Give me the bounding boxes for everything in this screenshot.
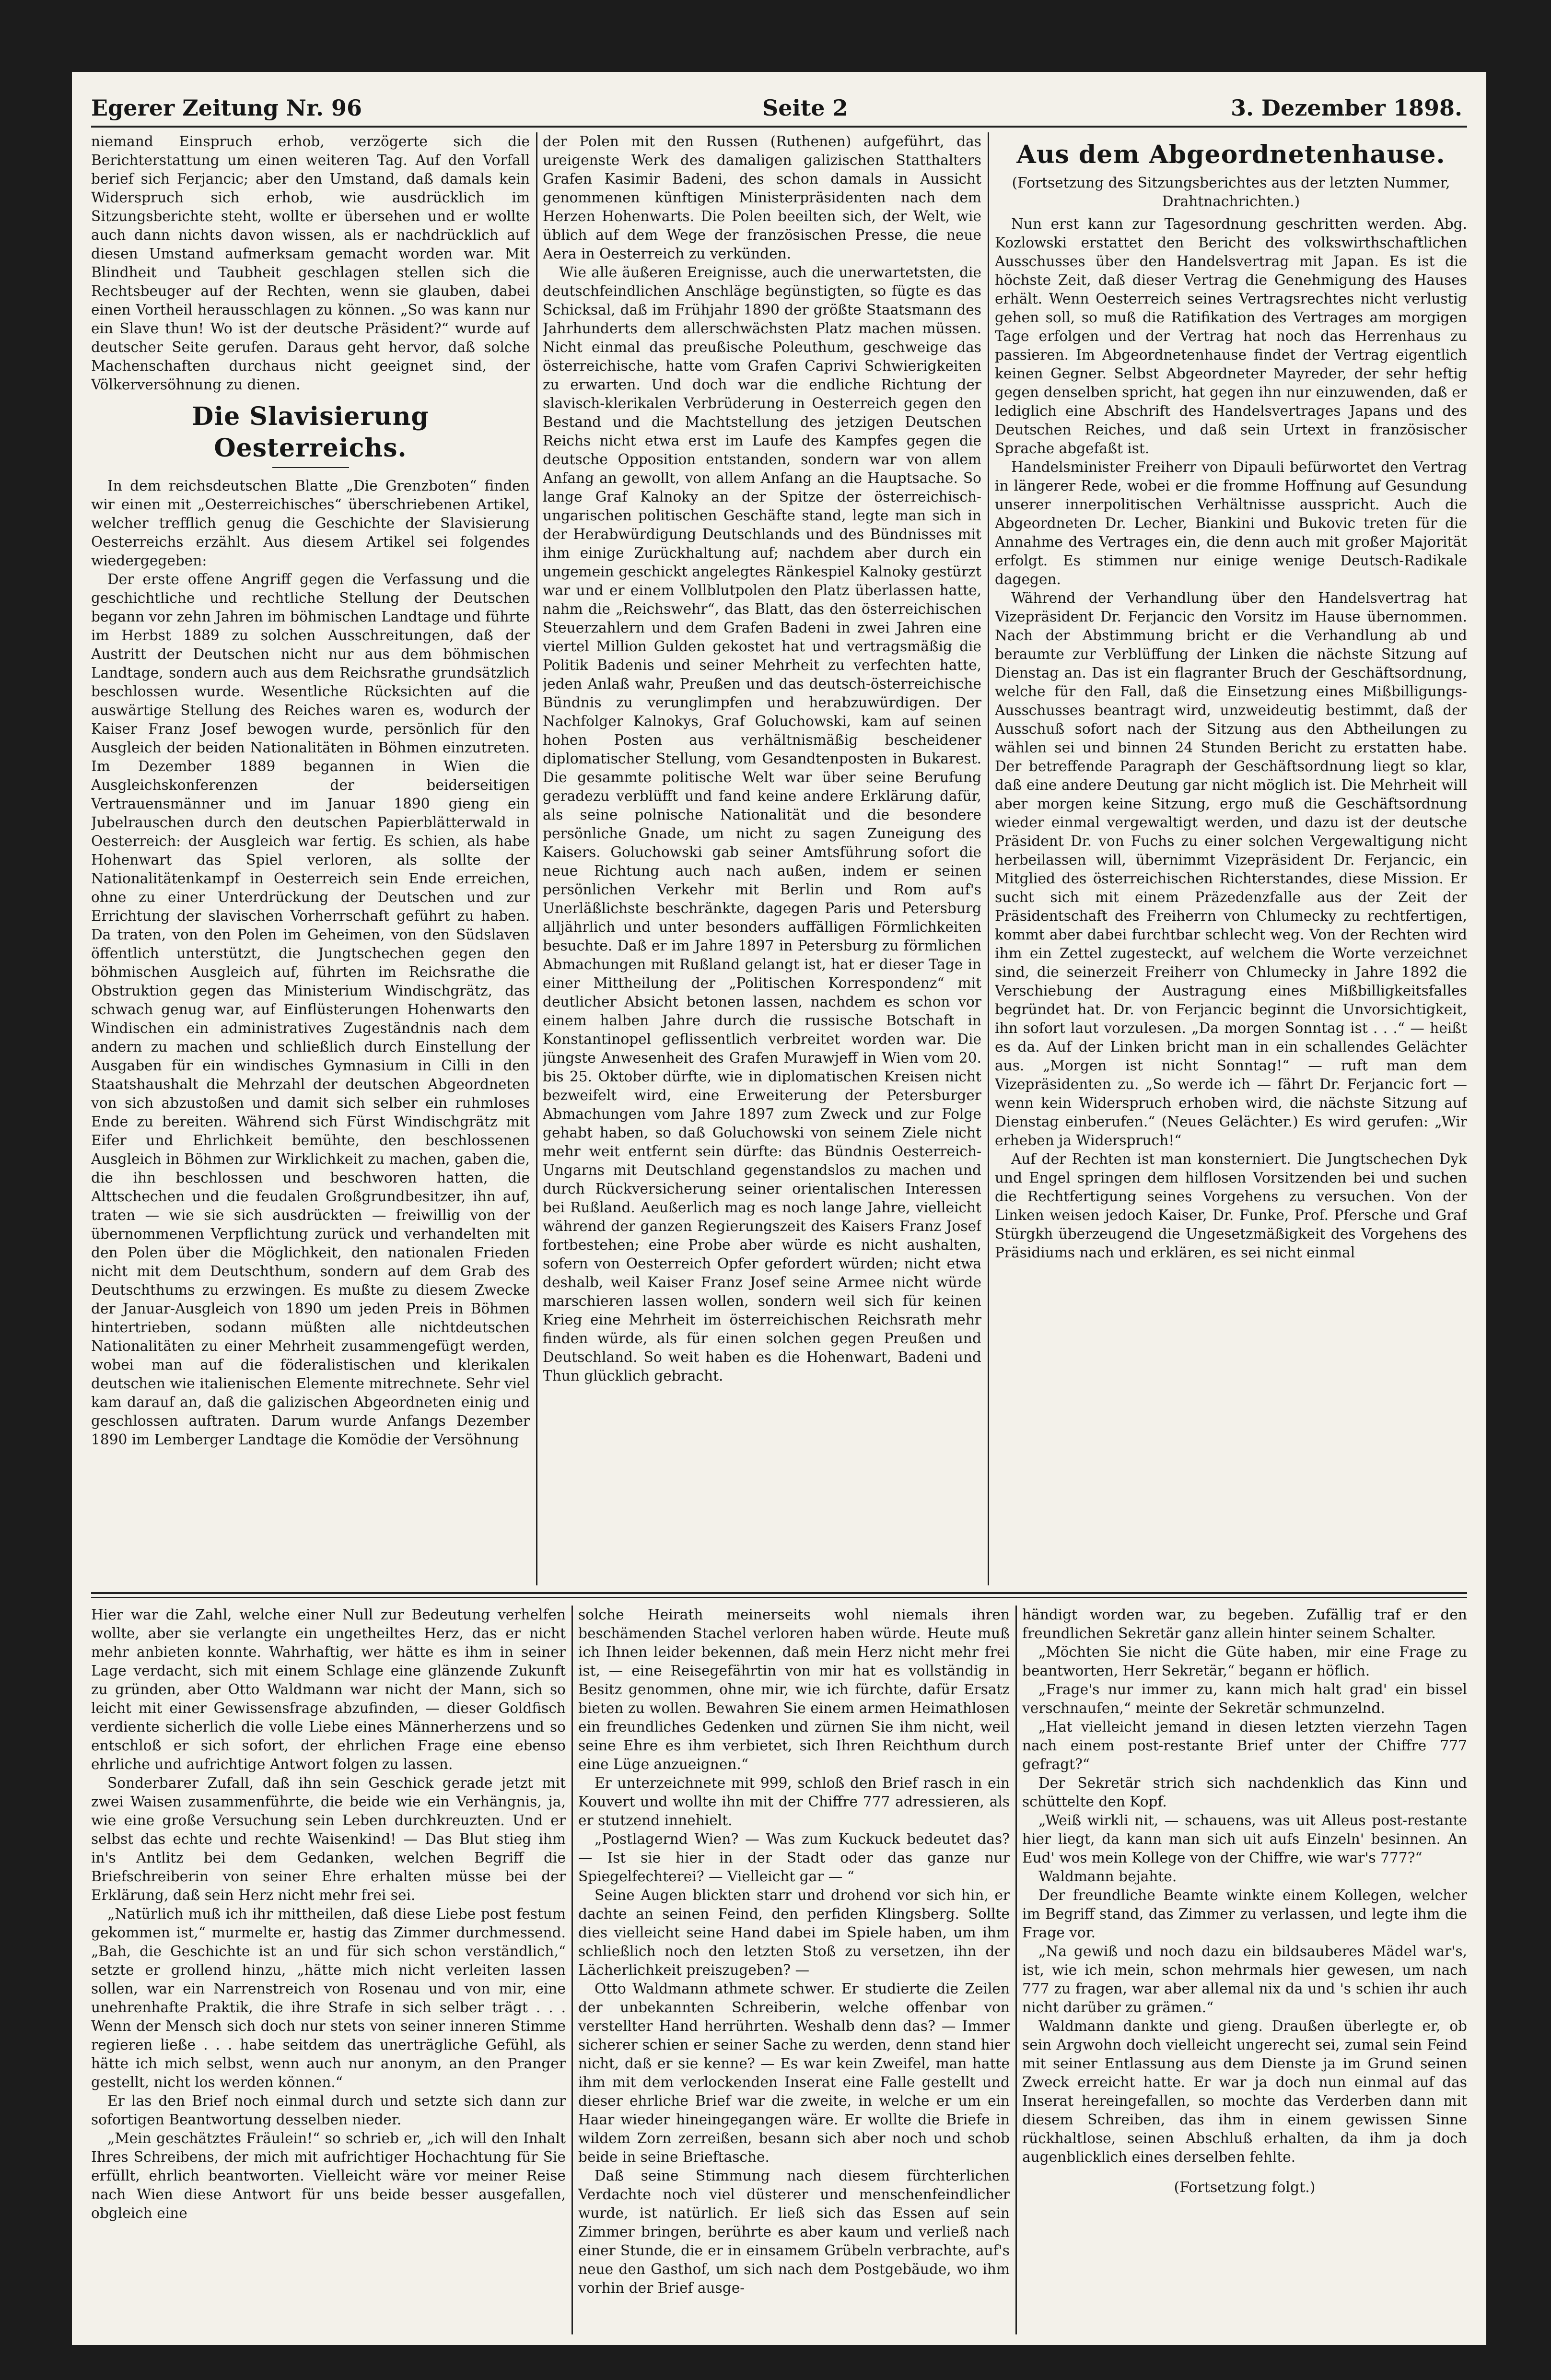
page-header	[91, 84, 1467, 128]
paragraph: niemand Einspruch erhob, verzögerte sich die Berichterstattung um einen weiteren Tag. Auf den Vorfall berief sich Ferjancic; aber den Umstand, daß damals kein Widerspruch sich erhob, wie ausdrücklich im Sitzungsberichte steht, wollte er übersehen und er wollte auch dann nichts davon wissen, als er nachdrücklich auf diesen Umstand aufmerksam gemacht worden war. Mit Blindheit und Taubheit geschlagen stellen sich die Rechtsbeuger auf der Rechten, wenn sie glauben, dabei einen Vortheil herausschlagen zu können. „So was kann nur ein Slave thun! Wo ist der deutsche Präsident?“ wurde auf deutscher Seite gerufen. Daraus geht hervor, daß solche Machenschaften durchaus nicht geeignet sind, der Völkerversöhnung zu dienen.	[91, 133, 530, 393]
header-rule	[91, 126, 1467, 128]
paragraph: „Na gewiß und noch dazu ein bildsauberes Mädel war's, ist, wie ich mein, schon mehrmals hier gewesen, um nach 777 zu fragen, war aber allemal nix da und 's schien ihr auch nicht darüber zu grämen.“	[1022, 1943, 1467, 2016]
paragraph: Der freundliche Beamte winkte einem Kollegen, welcher im Begriff stand, das Zimmer zu verlassen, und legte ihm die Frage vor.	[1022, 1887, 1467, 1941]
paragraph: Sonderbarer Zufall, daß ihn sein Geschick gerade jetzt mit zwei Waisen zusammenführte, die beide wie ein Verhängnis, ja, wie eine große Versuchung sein Leben durchkreuzten. Und er selbst das echte und rechte Waisenkind! — Das Blut stieg ihm in's Antlitz bei dem Gedanken, welchen Begriff die Briefschreiberin von seiner Ehre erhalten müsse bei der Erklärung, daß sein Herz nicht mehr frei sei.	[91, 1775, 566, 1903]
column-divider	[571, 1606, 573, 2334]
column-divider	[536, 132, 537, 1585]
newspaper-page	[72, 72, 1486, 2345]
paragraph: händigt worden war, zu begeben. Zufällig traf er den freundlichen Sekretär ganz allein hinter seinem Schalter.	[1022, 1606, 1467, 1641]
paragraph: In dem reichsdeutschen Blatte „Die Grenzboten“ finden wir einen mit „Oesterreichisches“ überschriebenen Artikel, welcher trefflich genug die Geschichte der Slavisierung Oesterreichs erzählt. Aus diesem Artikel sei folgendes wiedergegeben:	[91, 478, 530, 569]
title-rule	[272, 467, 349, 468]
paragraph: Waldmann bejahte.	[1038, 1868, 1177, 1885]
paragraph: Während der Verhandlung über den Handelsvertrag hat Vizepräsident Dr. Ferjancic den Vorsitz im Hause übernommen. Nach der Abstimmung bricht er die Verhandlung ab und beraumte zur Verblüffung der Linken die nächste Sitzung auf Dienstag an. Das ist ein flagranter Bruch der Geschäftsordnung, welche für den Fall, daß die Einsetzung eines Mißbilligungs-Ausschusses beantragt wird, unzweideutig bestimmt, daß der Ausschuß sofort nach der Sitzung aus den Abtheilungen zu wählen sei und binnen 24 Stunden Bericht zu erstatten habe. Der betreffende Paragraph der Geschäftsordnung liegt so klar, daß eine andere Deutung gar nicht möglich ist. Die Mehrheit will aber morgen keine Sitzung, ergo muß die Geschäftsordnung wieder einmal vergewaltigt werden, und dazu ist der deutsche Präsident Dr. von Fuchs zu einer solchen Vergewaltigung nicht herbeilassen will, übernimmt Vizepräsident Dr. Ferjancic, ein Mitglied des österreichischen Richterstandes, diese Mission. Er sucht sich mit einem Präzedenzfalle aus der Zeit der Präsidentschaft des Freiherrn von Chlumecky zu rechtfertigen, kommt aber dabei furchtbar schlecht weg. Von der Rechten wird ihm ein Zettel zugesteckt, auf welchem die Worte verzeichnet sind, die seinerzeit Freiherr von Chlumecky in Jahre 1892 die Verschiebung der Austragung eines Mißbilligkeitsfalles begründet hat. Dr. von Ferjancic beginnt die Unvorsichtigkeit, ihn sofort laut vorzulesen. „Da morgen Sonntag ist . . .“ — heißt es da. Auf der Linken bricht man in ein schallendes Gelächter aus. „Morgen ist nicht Sonntag!“ — ruft man dem Vizepräsidenten zu. „So werde ich — fährt Dr. Ferjancic fort — wenn kein Widerspruch erhoben wird, die nächste Sitzung auf Dienstag einberufen.“ (Neues Gelächter.) Es wird gerufen: „Wir erheben ja Widerspruch!“	[995, 590, 1467, 1149]
paragraph: „Möchten Sie nicht die Güte haben, mir eine Frage zu beantworten, Herr Sekretär,“ begann er höflich.	[1022, 1644, 1467, 1679]
column-2	[543, 132, 981, 1585]
paragraph: „Postlagernd Wien? — Was zum Kuckuck bedeutet das? — Ist sie hier in der Stadt oder das ganze nur Spiegelfechterei? — Vielleicht gar — “	[578, 1831, 1010, 1885]
paragraph: „Mein geschätztes Fräulein!“ so schrieb er, „ich will den Inhalt Ihres Schreibens, der mich mit aufrichtiger Hochachtung für Sie erfüllt, ehrlich beantworten. Vielleicht wäre vor meiner Reise nach Wien diese Antwort für uns beide besser ausgefallen, obgleich eine	[91, 2130, 566, 2221]
paragraph: Auf der Rechten ist man konsterniert. Die Jungtschechen Dyk und Engel springen dem hilflosen Vorsitzenden bei und suchen die Rechtfertigung seines Vorgehens zu versuchen. Von der Linken weisen jedoch Kaiser, Dr. Funke, Prof. Pfersche und Graf Stürgkh überzeugend die Ungesetzmäßigkeit des Vorgehens des Präsidiums nach und erklären, es sei nicht einmal	[995, 1151, 1467, 1261]
column-divider	[988, 132, 989, 1585]
column-1	[91, 132, 530, 1585]
paragraph: Der Sekretär strich sich nachdenklich das Kinn und schüttelte den Kopf.	[1022, 1775, 1467, 1810]
paragraph: Seine Augen blickten starr und drohend vor sich hin, er dachte an seinen Feind, den perfiden Klingsberg. Sollte dies vielleicht seine Hand dabei im Spiele haben, um ihm schließlich noch den letzten Stoß zu versetzen, ihn der Lächerlichkeit preiszugeben? —	[578, 1887, 1010, 1978]
paragraph: Waldmann dankte und gieng. Draußen überlegte er, ob sein Argwohn doch vielleicht ungerecht sei, zumal sein Feind mit seiner Entlassung aus dem Dienste ja im Grund seinen Zweck erreicht hatte. Er war ja doch nun einmal auf das Inserat hereingefallen, so mochte das Verderben dann mit diesem Schreiben, das ihm in einem gewissen Sinne rückhaltlose, seinen Abschluß erhalten, da ihm ja doch augenblicklich eines derselben fehlte.	[1022, 2018, 1467, 2165]
article-title-abgeordnetenhaus: Aus dem Abgeordnetenhause.	[1016, 140, 1446, 169]
paragraph: „Natürlich muß ich ihr mittheilen, daß diese Liebe post festum gekommen ist,“ murmelte er, hastig das Zimmer durchmessend. „Bah, die Geschichte ist an und für sich schon verständlich,“ setzte er grollend hinzu, „hätte mich nicht verleiten lassen sollen, war ein Narrenstreich von Rosenau und von mir, eine unehrenhafte Praktik, die ihre Strafe in sich selber trägt . . . Wenn der Mensch sich doch nur stets von seiner inneren Stimme regieren ließe . . . habe seitdem das unerträgliche Gefühl, als hätte ich mich selbst, wenn auch nur anonym, an den Pranger gestellt, nicht los werden können.“	[91, 1906, 566, 2090]
article-subtitle: (Fortsetzung des Sitzungsberichtes aus der letzten Nummer, Drahtnachrichten.)	[1012, 175, 1450, 210]
paragraph: Der erste offene Angriff gegen die Verfassung und die geschichtliche und rechtliche Stellung der Deutschen begann vor zehn Jahren im böhmischen Landtage und führte im Herbst 1889 zu solchen Ausschreitungen, daß der Austritt der Deutschen nicht nur aus dem böhmischen Landtage, sondern auch aus dem Reichsrathe grundsätzlich beschlossen wurde. Wesentliche Rücksichten auf die auswärtige Stellung des Reiches waren es, wodurch der Kaiser Franz Josef bewogen wurde, persönlich für den Ausgleich der beiden Nationalitäten in Böhmen einzutreten. Im Dezember 1889 begannen in Wien die Ausgleichskonferenzen der beiderseitigen Vertrauensmänner und im Januar 1890 gieng ein Jubelrauschen durch den deutschen Papierblätterwald in Oesterreich: der Ausgleich war fertig. Es schien, als habe Hohenwart das Spiel verloren, als sollte der Nationalitätenkampf in Oesterreich sein Ende erreichen, ohne zu einer Unterdrückung der Deutschen und zur Errichtung der slavischen Vorherrschaft geführt zu haben. Da traten, von den Polen im Geheimen, von den Südslaven öffentlich unterstützt, die Jungtschechen gegen den böhmischen Ausgleich auf, führten im Reichsrathe die Obstruktion gegen das Ministerium Windischgrätz, das schwach genug war, auf Einflüsterungen Hohenwarts den Windischen ein administratives Zugeständnis nach dem andern zu machen und schließlich durch Einstellung der Ausgaben für ein windisches Gymnasium in Cilli in den Staatshaushalt die Mehrzahl der deutschen Abgeordneten von sich abzustoßen und damit sich selber ein ruhmloses Ende zu bereiten. Während sich Fürst Windischgrätz mit Eifer und Ehrlichkeit bemühte, den beschlossenen Ausgleich in Böhmen zur Wirklichkeit zu machen, gaben die, die ihn beschlossen und beschworen hatten, die Alttschechen und die feudalen Großgrundbesitzer, ihn auf, traten — wie sie sich ausdrückten — freiwillig von der übernommenen Verpflichtung zurück und verhandelten mit den Polen über die Möglichkeit, den nationalen Frieden nicht mit dem Deutschthum, sondern auf dem Grab des Deutschthums zu erzwingen. Es mußte zu diesem Zwecke der Januar-Ausgleich von 1890 um jeden Preis in Böhmen hintertrieben, sodann müßten alle nichtdeutschen Nationalitäten zu einer Mehrheit zusammengefügt werden, wobei man auf die föderalistischen und klerikalen deutschen wie italienischen Elemente mitrechnete. Sehr viel kam darauf an, daß die galizischen Abgeordneten einig und geschlossen auftraten. Darum wurde Anfangs Dezember 1890 im Lemberger Landtage die Komödie der Versöhnung	[91, 571, 530, 1448]
page-number: Seite 2	[762, 95, 848, 121]
paragraph: Daß seine Stimmung nach diesem fürchterlichen Verdachte noch viel düsterer und menschenfeindlicher wurde, ist natürlich. Er ließ sich das Essen auf sein Zimmer bringen, berührte es aber kaum und verließ nach einer Stunde, die er in einsamem Grübeln verbrachte, auf's neue den Gasthof, um sich nach dem Postgebäude, wo ihm vorhin der Brief ausge-	[578, 2168, 1010, 2296]
feuilleton-column-1	[91, 1606, 566, 2334]
paragraph: Wie alle äußeren Ereignisse, auch die unerwartetsten, die deutschfeindlichen Anschläge begünstigten, so fügte es das Schicksal, daß im Frühjahr 1890 der größte Staatsmann des Jahrhunderts dem allerschwächsten Platz machen müssen. Nicht einmal das preußische Poleuthum, geschweige das österreichische, hatte vom Grafen Caprivi Schwierigkeiten zu erwarten. Und doch war die endliche Richtung der slavisch-klerikalen Verbrüderung in Oesterreich gegen den Bestand und die Machtstellung des jetzigen Deutschen Reichs nicht etwa erst im Laufe des Kampfes gegen die deutsche Opposition entstanden, sondern war von allem Anfang an gewollt, von allem Anfang an die Hauptsache. So lange Graf Kalnoky an der Spitze der österreichisch-ungarischen politischen Geschäfte stand, legte man sich in der Herabwürdigung Deutschlands und des Bündnisses mit ihm einige Zurückhaltung auf; nachdem aber durch ein ungemein geschickt angelegtes Ränkespiel Kalnoky gestürzt war und er einem Vollblutpolen den Platz überlassen hatte, nahm die „Reichswehr“, das Blatt, das den österreichischen Steuerzahlern und dem Grafen Badeni in zwei Jahren eine viertel Million Gulden gekostet hat und vertragsmäßig die Politik Badenis und seiner Mehrheit zu verfechten hatte, jeden Anlaß wahr, Preußen und das deutsch-österreichische Bündnis zu verunglimpfen und herabzuwürdigen. Der Nachfolger Kalnokys, Graf Goluchowski, kam auf seinen hohen Posten aus verhältnismäßig bescheidener diplomatischer Stellung, vom Gesandtenposten in Bukarest. Die gesammte politische Welt war über seine Berufung geradezu verblüfft und fand keine andere Erklärung dafür, als seine polnische Nationalität und die besondere persönliche Gnade, um nicht zu sagen Zuneigung des Kaisers. Goluchowski gab seiner Amtsführung sofort die neue Richtung auch nach außen, indem er seinen persönlichen Verkehr mit Berlin und Rom auf's Unerläßlichste beschränkte, dagegen Paris und Petersburg alljährlich und unter besonders auffälligen Förmlichkeiten besuchte. Daß er im Jahre 1897 in Petersburg zu förmlichen Abmachungen mit Rußland gelangt ist, hat er dieser Tage in einer Mittheilung der „Politischen Korrespondenz“ mit deutlicher Absicht betonen lassen, nachdem es schon vor einem halben Jahre durch die russische Botschaft in Konstantinopel geflissentlich verbreitet worden war. Die jüngste Anwesenheit des Grafen Murawjeff in Wien vom 20. bis 25. Oktober dürfte, wie in diplomatischen Kreisen nicht bezweifelt wird, eine Erweiterung der Petersburger Abmachungen vom Jahre 1897 zum Zweck und zur Folge gehabt haben, so daß Goluchowski von seinem Ziele nicht mehr weit entfernt sein dürfte: das Bündnis Oesterreich-Ungarns mit Deutschland gegenstandslos zu machen und durch Rückversicherung seiner orientalischen Interessen bei Rußland. Aeußerlich mag es noch lange Jahre, vielleicht während der ganzen Regierungszeit des Kaisers Franz Josef fortbestehen; eine Probe aber würde es nicht aushalten, sofern von Oesterreich Opfer gefordert würden; nicht etwa deshalb, weil Kaiser Franz Josef seine Armee nicht würde marschieren lassen wollen, sondern weil sich für keinen Krieg eine Mehrheit im österreichischen Reichsrath mehr finden würde, als für einen solchen gegen Preußen und Deutschland. So weit haben es die Hohenwart, Badeni und Thun glücklich gebracht.	[543, 264, 981, 1384]
paragraph: Er las den Brief noch einmal durch und setzte sich dann zur sofortigen Beantwortung desselben nieder.	[91, 2093, 566, 2128]
feuilleton-column-3	[1022, 1606, 1467, 2334]
paragraph: „Frage's nur immer zu, kann mich halt grad' ein bissel verschnaufen,“ meinte der Sekretär schmunzelnd.	[1022, 1681, 1467, 1716]
feuilleton-rule-thin	[91, 1597, 1467, 1598]
paragraph: „Hat vielleicht jemand in diesen letzten vierzehn Tagen nach einem post-restante Brief unter der Chiffre 777 gefragt?“	[1022, 1719, 1467, 1772]
feuilleton-column-2	[578, 1606, 1010, 2334]
paragraph: solche Heirath meinerseits wohl niemals ihren beschämenden Stachel verloren haben würde. Heute muß ich Ihnen leider bekennen, daß mein Herz nicht mehr frei ist, — eine Reisegefährtin von mir hat es vollständig in Besitz genommen, ohne mir, wie ich fürchte, dafür Ersatz bieten zu wollen. Bewahren Sie einem armen Heimathlosen ein freundliches Gedenken und zürnen Sie ihm nicht, weil seine Ehre es ihm verbietet, sich Ihren Reichthum durch eine Lüge anzueignen.“	[578, 1606, 1010, 1772]
paragraph: Otto Waldmann athmete schwer. Er studierte die Zeilen der unbekannten Schreiberin, welche offenbar von verstellter Hand herrührten. Weshalb denn das? — Immer sicherer schien er seiner Sache zu werden, denn stand hier nicht, daß er sie kenne? — Es war kein Zweifel, man hatte ihm mit dem verlockenden Inserat eine Falle gestellt und dieser ehrliche Brief war die zweite, in welche er um ein Haar wieder hineingegangen wäre. Er wollte die Briefe in wildem Zorn zerreißen, besann sich aber noch und schob beide in seine Brieftasche.	[578, 1981, 1010, 2165]
paragraph: Handelsminister Freiherr von Dipauli befürwortet den Vertrag in längerer Rede, wobei er die fromme Hoffnung auf Gesundung unserer innerpolitischen Verhältnisse ausspricht. Auch die Abgeordneten Dr. Lecher, Biankini und Bukovic treten für die Annahme des Vertrages ein, die denn auch mit großer Majorität erfolgt. Es stimmen nur einige wenige Deutsch-Radikale dagegen.	[995, 459, 1467, 587]
column-divider	[1015, 1606, 1017, 2334]
column-3	[995, 132, 1467, 1585]
issue-date: 3. Dezember 1898.	[1231, 95, 1462, 121]
feuilleton-rule	[91, 1592, 1467, 1594]
continuation-note: (Fortsetzung folgt.)	[1174, 2179, 1316, 2196]
article-title-slavisierung: Die Slavisierung Oesterreichs.	[192, 402, 429, 463]
masthead-title: Egerer Zeitung Nr. 96	[91, 95, 362, 121]
paragraph: Nun erst kann zur Tagesordnung geschritten werden. Abg. Kozlowski erstattet den Bericht des volkswirthschaftlichen Ausschusses über den Handelsvertrag mit Japan. Es ist die höchste Zeit, daß dieser Vertrag die Genehmigung des Hauses erhält. Wenn Oesterreich seines Vertragsrechtes nicht verlustig gehen soll, so muß die Ratifikation des Vertrages am morgigen Tage erfolgen und der Vertrag hat noch das Herrenhaus zu passieren. Im Abgeordnetenhause findet der Vertrag eigentlich keinen Gegner. Selbst Abgeordneter Mayreder, der sehr heftig gegen denselben spricht, hat gegen ihn nur einzuwenden, daß er lediglich eine Abschrift des Handelsvertrages Japans und des Deutschen Reiches, und daß sein Urtext in französischer Sprache abgefaßt ist.	[995, 216, 1467, 457]
paragraph: Hier war die Zahl, welche einer Null zur Bedeutung verhelfen wollte, aber sie verlangte ein ungetheiltes Herz, das er nicht mehr anbieten konnte. Wahrhaftig, wer hätte es ihm in seiner Lage verdacht, sich mit einem Schlage eine glänzende Zukunft zu gründen, aber Otto Waldmann war nicht der Mann, sich so leicht mit einer Gewissensfrage abzufinden, — dieser Goldfisch verdiente sicherlich die volle Liebe eines Männerherzens und so entschloß er sich sofort, der ehrlichen Frage eine ebenso ehrliche und aufrichtige Antwort folgen zu lassen.	[91, 1606, 566, 1772]
paragraph: „Weiß wirkli nit, — schauens, was uit Alleus post-restante hier liegt, da kann man sich uit aufs Einzeln' besinnen. An Eud' wos mein Kollege von der Chiffre, wie war's 777?“	[1022, 1812, 1467, 1866]
paragraph: Er unterzeichnete mit 999, schloß den Brief rasch in ein Kouvert und wollte ihn mit der Chiffre 777 adressieren, als er stutzend innehielt.	[578, 1775, 1010, 1829]
paragraph: der Polen mit den Russen (Ruthenen) aufgeführt, das ureigenste Werk des damaligen galizischen Statthalters Grafen Kasimir Badeni, des schon damals in Aussicht genommenen künftigen Ministerpräsidenten nach dem Herzen Hohenwarts. Die Polen beeilten sich, der Welt, wie üblich auf dem Wege der französischen Presse, die neue Aera in Oesterreich zu verkünden.	[543, 133, 981, 262]
